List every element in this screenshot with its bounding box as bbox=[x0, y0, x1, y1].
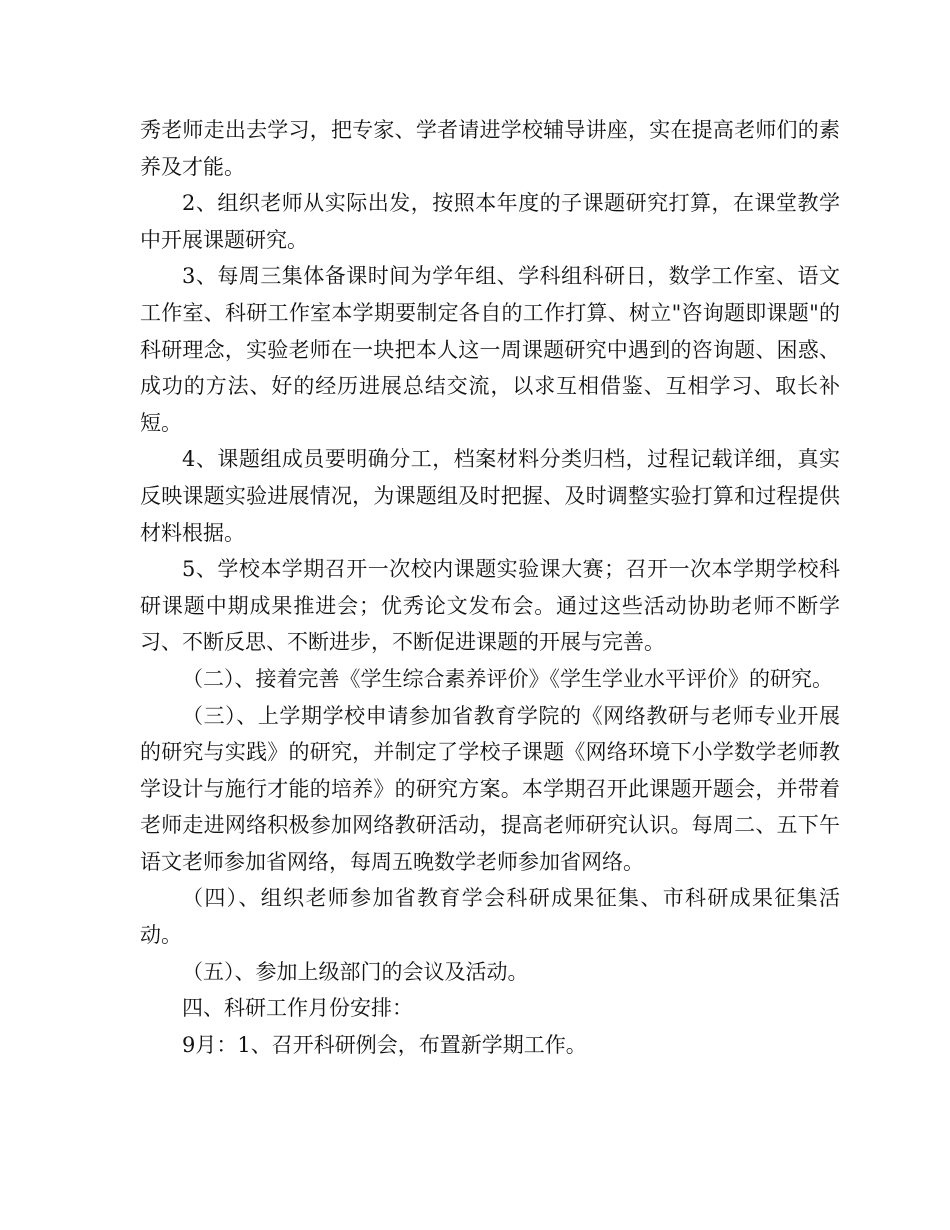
heading-monthly-schedule: 四、科研工作月份安排： bbox=[182, 996, 413, 1021]
paragraph-item-4: 4、课题组成员要明确分工，档案材料分类归档，过程记载详细，真实反映课题实验进展情况，为课题组及时把握、及时调整实验打算和过程提供材料根据。 bbox=[140, 447, 840, 545]
paragraph-section-5: （五）、参加上级部门的会议及活动。 bbox=[182, 959, 529, 984]
paragraph-section-4: （四）、组织老师参加省教育学会科研成果征集、市科研成果征集活动。 bbox=[140, 886, 840, 948]
paragraph-item-3: 3、每周三集体备课时间为学年组、学科组科研日，数学工作室、语文工作室、科研工作室本学期要制定各自的工作打算、树立"咨询题即课题"的科研理念，实验老师在一块把本人这一周课题研究中遇到的咨询题、困惑、成功的方法、好的经历进展总结交流，以求互相借鉴、互相学习、取长补短。 bbox=[140, 264, 840, 435]
paragraph-section-3: （三）、上学期学校申请参加省教育学院的《网络教研与老师专业开展的研究与实践》的研究，并制定了学校子课题《网络环境下小学数学老师教学设计与施行才能的培养》的研究方案。本学期召开此课题开题会，并带着老师走进网络积极参加网络教研活动，提高老师研究认识。每周二、五下午语文老师参加省网络，每周五晚数学老师参加省网络。 bbox=[140, 703, 840, 874]
paragraph-item-5: 5、学校本学期召开一次校内课题实验课大赛；召开一次本学期学校科研课题中期成果推进会；优秀论文发布会。通过这些活动协助老师不断学习、不断反思、不断进步，不断促进课题的开展与完善。 bbox=[140, 557, 840, 655]
paragraph-continuation: 秀老师走出去学习，把专家、学者请进学校辅导讲座，实在提高老师们的素养及才能。 bbox=[140, 118, 840, 179]
paragraph-september: 9月：1、召开科研例会，布置新学期工作。 bbox=[182, 1032, 587, 1057]
paragraph-section-2: （二）、接着完善《学生综合素养评价》《学生学业水平评价》的研究。 bbox=[182, 666, 833, 691]
paragraph-item-2: 2、组织老师从实际出发，按照本年度的子课题研究打算，在课堂教学中开展课题研究。 bbox=[140, 191, 840, 252]
document-body bbox=[140, 112, 840, 1063]
